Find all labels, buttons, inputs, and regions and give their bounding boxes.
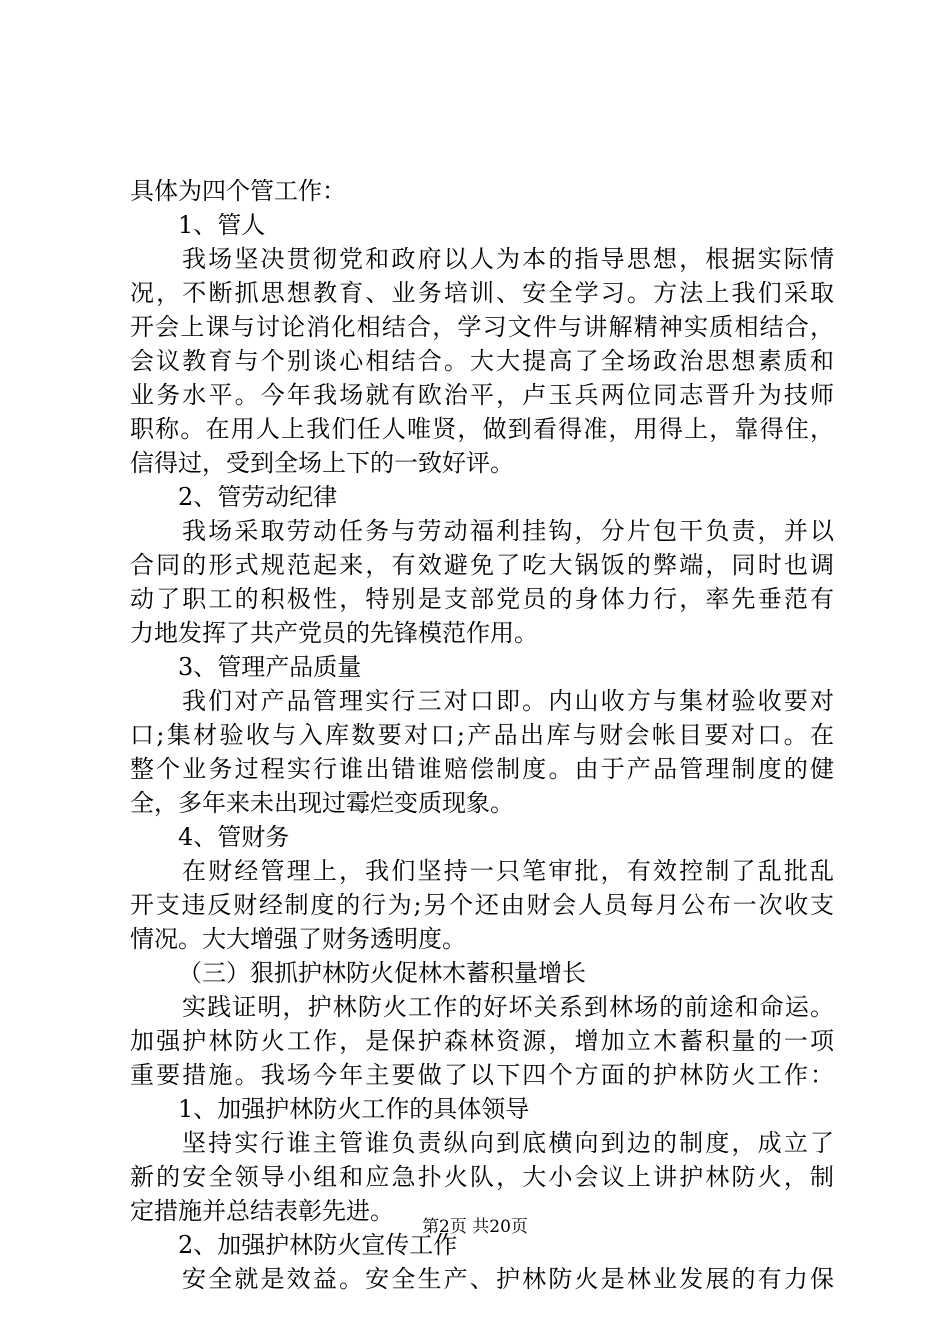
paragraph-first-line: 安全就是效益。安全生产、护林防火是林业发展的有力保	[182, 1265, 834, 1293]
text-line: 合同的形式规范起来，有效避免了吃大锅饭的弊端，同时也调	[130, 551, 834, 579]
paragraph-first-line: 我们对产品管理实行三对口即。内山收方与集材验收要对	[182, 687, 834, 715]
subheading: 3、管理产品质量	[178, 653, 362, 681]
subheading: 2、管劳动纪律	[178, 483, 338, 511]
text-line: 会议教育与个别谈心相结合。大大提高了全场政治思想素质和	[130, 347, 834, 375]
text-line: 力地发挥了共产党员的先锋模范作用。	[130, 619, 538, 647]
paragraph-first-line: 在财经管理上，我们坚持一只笔审批，有效控制了乱批乱	[182, 857, 834, 885]
text-line: 全，多年来未出现过霉烂变质现象。	[130, 789, 514, 817]
subheading: 1、加强护林防火工作的具体领导	[178, 1095, 530, 1123]
page-number-footer: 第2页 共20页	[422, 1217, 528, 1237]
text-line: 动了职工的积极性，特别是支部党员的身体力行，率先垂范有	[130, 585, 834, 613]
text-line: 重要措施。我场今年主要做了以下四个方面的护林防火工作：	[130, 1061, 834, 1089]
text-line: 口;集材验收与入库数要对口;产品出库与财会帐目要对口。在	[130, 721, 834, 749]
text-line: 况，不断抓思想教育、业务培训、安全学习。方法上我们采取	[130, 279, 834, 307]
text-line: 职称。在用人上我们任人唯贤，做到看得准，用得上，靠得住，	[130, 415, 834, 443]
text-line: 具体为四个管工作：	[130, 177, 346, 205]
text-line: 定措施并总结表彰先进。	[130, 1197, 394, 1225]
text-line: 新的安全领导小组和应急扑火队，大小会议上讲护林防火，制	[130, 1163, 834, 1191]
paragraph-first-line: 实践证明，护林防火工作的好坏关系到林场的前途和命运。	[182, 993, 834, 1021]
document-body	[130, 174, 834, 1296]
text-line: 加强护林防火工作，是保护森林资源，增加立木蓄积量的一项	[130, 1027, 834, 1055]
paragraph-first-line: 坚持实行谁主管谁负责纵向到底横向到边的制度，成立了	[182, 1129, 834, 1157]
text-line: 开会上课与讨论消化相结合，学习文件与讲解精神实质相结合，	[130, 313, 834, 341]
text-line: 信得过，受到全场上下的一致好评。	[130, 449, 514, 477]
text-line: 情况。大大增强了财务透明度。	[130, 925, 466, 953]
text-line: 开支违反财经制度的行为;另个还由财会人员每月公布一次收支	[130, 891, 834, 919]
paragraph-first-line: 我场采取劳动任务与劳动福利挂钩，分片包干负责，并以	[182, 517, 834, 545]
subheading: 4、管财务	[178, 823, 290, 851]
section-heading: （三）狠抓护林防火促林木蓄积量增长	[178, 959, 586, 987]
paragraph-first-line: 我场坚决贯彻党和政府以人为本的指导思想，根据实际情	[182, 245, 834, 273]
subheading: 1、管人	[178, 211, 266, 239]
text-line: 业务水平。今年我场就有欧治平，卢玉兵两位同志晋升为技师	[130, 381, 834, 409]
subheading: 2、加强护林防火宣传工作	[178, 1231, 458, 1259]
text-line: 整个业务过程实行谁出错谁赔偿制度。由于产品管理制度的健	[130, 755, 834, 783]
